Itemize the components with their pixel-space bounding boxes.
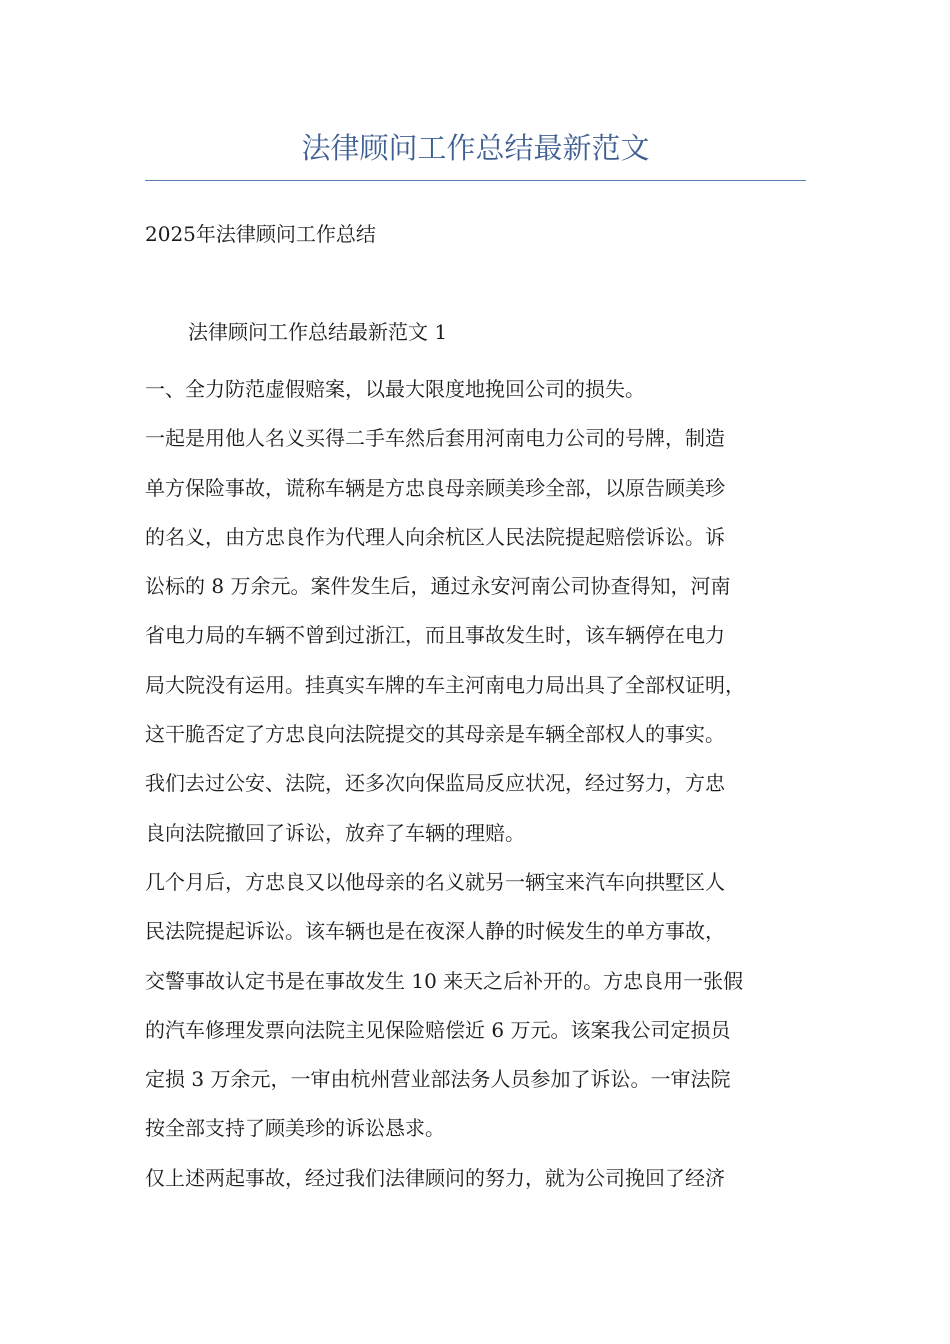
text-line: 良向法院撤回了诉讼，放弃了车辆的理赔。 [145, 820, 525, 845]
text-line: 交警事故认定书是在事故发生 10 来天之后补开的。方忠良用一张假 [145, 968, 744, 993]
text-line: 的名义，由方忠良作为代理人向余杭区人民法院提起赔偿诉讼。诉 [145, 524, 725, 549]
text-line: 单方保险事故，谎称车辆是方忠良母亲顾美珍全部，以原告顾美珍 [145, 475, 725, 500]
text-line: 定损 3 万余元，一审由杭州营业部法务人员参加了诉讼。一审法院 [145, 1067, 731, 1092]
text-line: 仅上述两起事故，经过我们法律顾问的努力，就为公司挽回了经济 [145, 1165, 725, 1190]
text-line: 局大院没有运用。挂真实车牌的车主河南电力局出具了全部权证明， [145, 672, 745, 697]
document-title: 法律顾问工作总结最新范文 [301, 131, 650, 165]
text-line: 几个月后，方忠良又以他母亲的名义就另一辆宝来汽车向拱墅区人 [145, 869, 725, 894]
text-line: 一、全力防范虚假赔案，以最大限度地挽回公司的损失。 [145, 377, 645, 401]
title-underline [145, 180, 806, 181]
body-text [145, 365, 825, 1203]
text-line: 按全部支持了顾美珍的诉讼恳求。 [145, 1116, 445, 1141]
text-line: 民法院提起诉讼。该车辆也是在夜深人静的时候发生的单方事故， [145, 919, 725, 944]
section-heading: 法律顾问工作总结最新范文 1 [188, 320, 448, 344]
text-line: 省电力局的车辆不曾到过浙江，而且事故发生时，该车辆停在电力 [145, 623, 725, 648]
text-line: 的汽车修理发票向法院主见保险赔偿近 6 万元。该案我公司定损员 [145, 1017, 731, 1042]
text-line: 我们去过公安、法院，还多次向保监局反应状况，经过努力，方忠 [145, 771, 725, 796]
document-subtitle: 2025年法律顾问工作总结 [145, 222, 376, 246]
text-line: 一起是用他人名义买得二手车然后套用河南电力公司的号牌，制造 [145, 426, 725, 451]
text-line: 这干脆否定了方忠良向法院提交的其母亲是车辆全部权人的事实。 [145, 722, 725, 747]
text-line: 讼标的 8 万余元。案件发生后，通过永安河南公司协查得知，河南 [145, 574, 731, 599]
